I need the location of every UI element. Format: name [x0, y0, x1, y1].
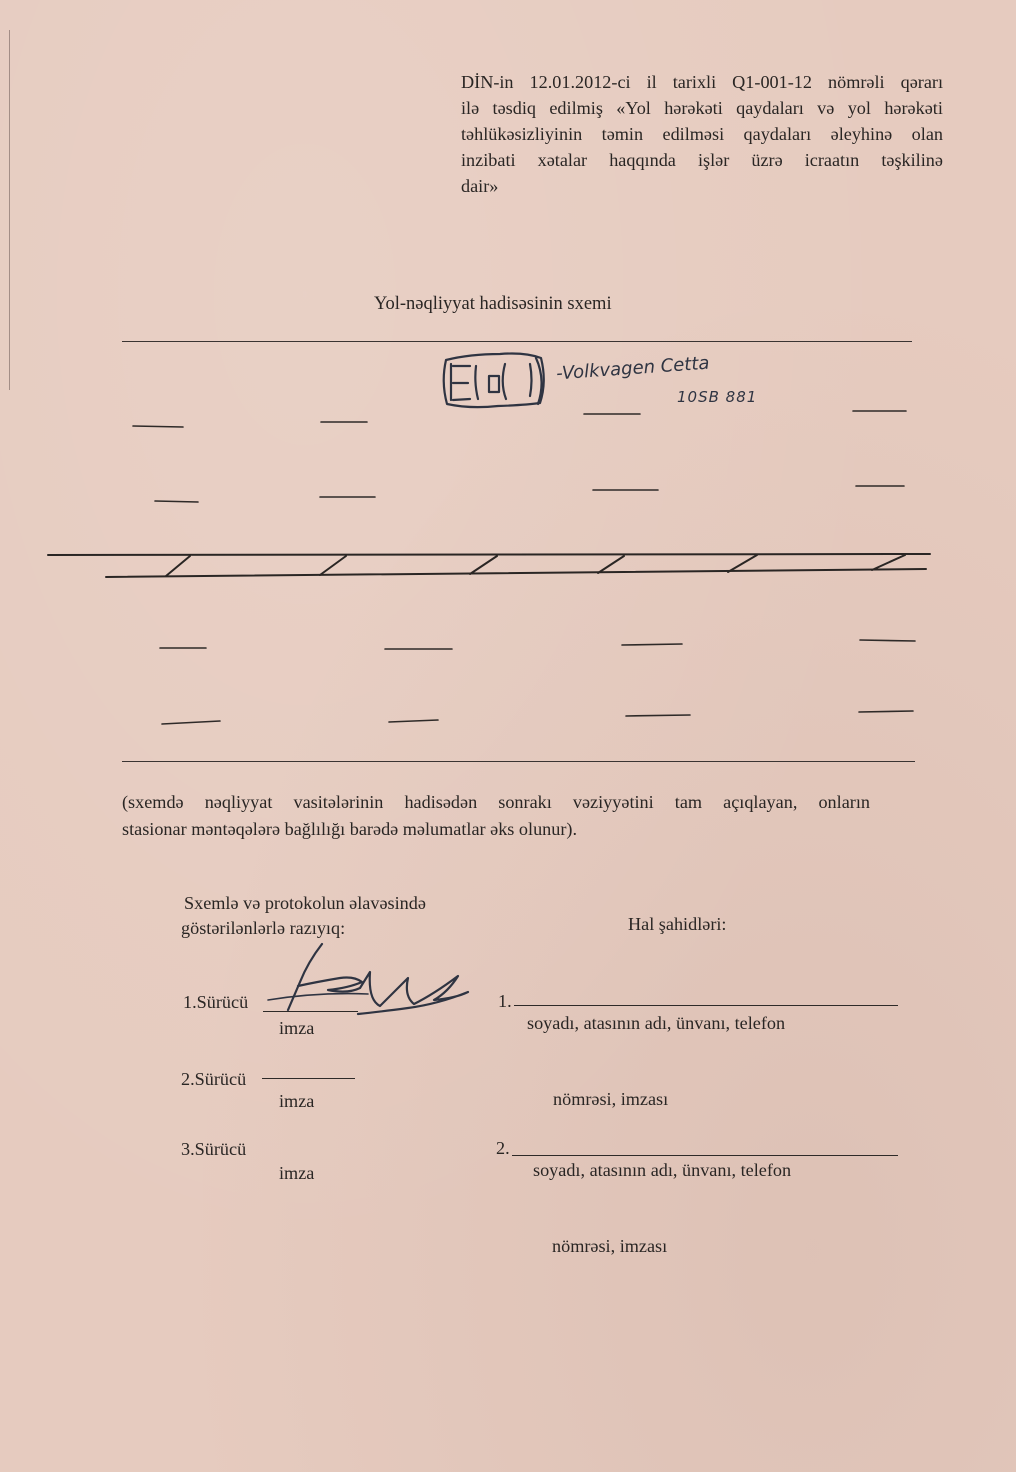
scheme-note-line-2: stasionar məntəqələrə bağlılığı barədə məlumatlar əks olunur).: [122, 819, 578, 839]
word: icraatın: [804, 150, 860, 170]
word: vəziyyətini: [572, 792, 654, 812]
word: «Yol: [616, 98, 651, 118]
word: ilə: [461, 98, 480, 118]
witness-2-caption-2: nömrəsi, imzası: [552, 1236, 668, 1256]
word: nömrəli: [828, 72, 885, 92]
witness-1-caption-2: nömrəsi, imzası: [553, 1089, 669, 1109]
witnesses-title: Hal şahidləri:: [628, 914, 727, 934]
witness-2-line: [512, 1155, 898, 1156]
word: haqqında: [609, 150, 676, 170]
word: xətalar: [537, 150, 588, 170]
word: olan: [911, 124, 943, 144]
word: inzibati: [461, 150, 516, 170]
word: qaydaları: [743, 124, 812, 144]
handwritten-plate-number: 10SB 881: [677, 388, 758, 406]
header-line-5: dair»: [461, 176, 499, 196]
agreement-line-1: Sxemlə və protokolun əlavəsində: [184, 893, 426, 913]
word: DİN-in: [461, 72, 514, 92]
word: əleyhinə: [830, 124, 893, 144]
car-sketch-icon: [444, 354, 544, 408]
word: sonrakı: [498, 792, 552, 812]
handwritten-vehicle-name: -Volkvagen Cetta: [555, 352, 711, 385]
word: (sxemdə: [122, 792, 184, 812]
witness-2-caption-1: soyadı, atasının adı, ünvanı, telefon: [533, 1160, 792, 1180]
driver-3-caption: imza: [279, 1163, 315, 1183]
driver-1-label: 1.Sürücü: [183, 992, 249, 1012]
driver-2-caption: imza: [279, 1091, 315, 1111]
word: hadisədən: [404, 792, 478, 812]
word: işlər: [697, 150, 730, 170]
word: hərəkəti: [664, 98, 723, 118]
word: açıqlayan,: [723, 792, 798, 812]
word: qərarı: [900, 72, 943, 92]
word: təhlükəsizliyinin: [461, 124, 583, 144]
road-median: [48, 554, 930, 577]
word: yol: [847, 98, 871, 118]
word: vasitələrinin: [293, 792, 384, 812]
word: qaydaları: [736, 98, 804, 118]
driver-2-label: 2.Sürücü: [181, 1069, 247, 1089]
word: 12.01.2012-ci: [529, 72, 631, 92]
driver-2-signature-line: [262, 1078, 355, 1079]
word: təsdiq: [492, 98, 536, 118]
driver-3-label: 3.Sürücü: [181, 1139, 247, 1159]
driver-1-caption: imza: [279, 1018, 315, 1038]
word: edilməsi: [662, 124, 725, 144]
word: təmin: [601, 124, 644, 144]
word: tarixli: [672, 72, 717, 92]
agreement-line-2: göstərilənlərlə razıyıq:: [181, 918, 346, 938]
word: tam: [674, 792, 703, 812]
scheme-title: Yol-nəqliyyat hadisəsinin sxemi: [374, 294, 612, 314]
witness-1-line: [514, 1005, 898, 1006]
word: təşkilinə: [881, 150, 943, 170]
word: üzrə: [751, 150, 783, 170]
witness-1-caption-1: soyadı, atasının adı, ünvanı, telefon: [527, 1013, 786, 1033]
word: edilmiş: [549, 98, 603, 118]
word: və: [817, 98, 835, 118]
scheme-note: [122, 789, 870, 843]
word: onların: [818, 792, 870, 812]
word: nəqliyyat: [204, 792, 273, 812]
word: il: [646, 72, 657, 92]
word: Q1-001-12: [732, 72, 812, 92]
witness-2-number: 2.: [496, 1138, 510, 1158]
lane-markings: [133, 411, 915, 724]
witness-1-number: 1.: [498, 991, 512, 1011]
scheme-note-line-1: [122, 789, 870, 816]
word: hərəkəti: [884, 98, 943, 118]
